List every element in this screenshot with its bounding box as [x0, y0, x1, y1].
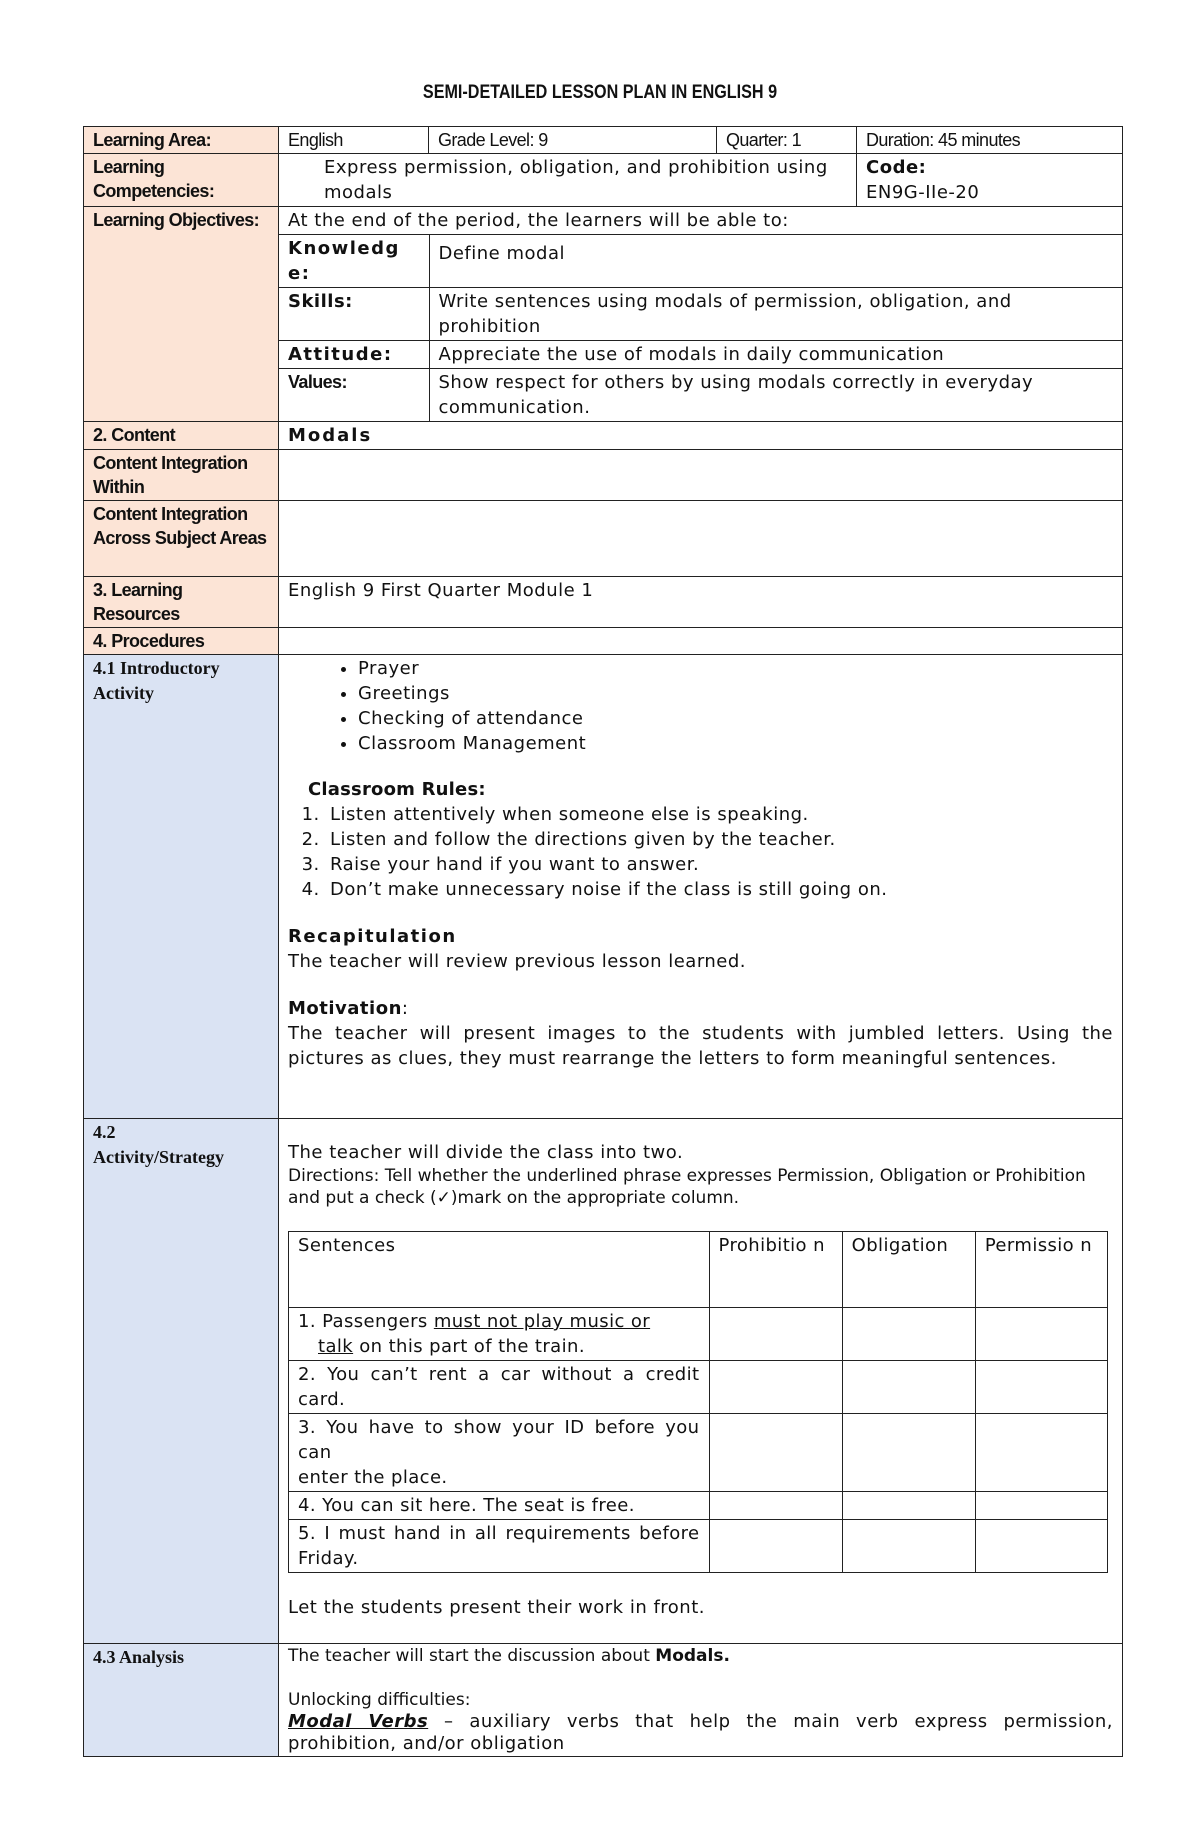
list-item: • Classroom Management — [358, 731, 1113, 756]
opening-routine-list — [288, 656, 1113, 756]
grade-level: Grade Level: 9 — [429, 127, 717, 154]
analysis-cell — [279, 1644, 1123, 1757]
lesson-plan-table — [83, 126, 1123, 1757]
sentence-2: 2. You can’t rent a car without a credit card. — [289, 1361, 710, 1414]
sentence-1-underlined-a: must not play music or — [433, 1311, 651, 1332]
objective-skills-label: Skills: — [279, 288, 429, 341]
sentence-5: 5. I must hand in all requirements before Friday. — [289, 1520, 710, 1573]
learning-area-label: Learning Area: — [84, 127, 279, 154]
activity-directions: Directions: Tell whether the underlined phrase expresses Permission, Obligation or Prohibition and put a check (✓)mark on the appropriate column. — [288, 1166, 1086, 1208]
list-item: • Checking of attendance — [358, 706, 1113, 731]
check-cell[interactable] — [842, 1414, 975, 1492]
objective-values-label: Values: — [279, 369, 429, 422]
column-header-obligation: Obligation — [842, 1232, 975, 1308]
duration: Duration: 45 minutes — [857, 127, 1123, 154]
content-value: Modals — [279, 422, 1123, 450]
table-row — [289, 1492, 1108, 1520]
check-cell[interactable] — [709, 1308, 842, 1361]
objective-skills-value: Write sentences using modals of permission, obligation, and prohibition — [429, 288, 1122, 341]
column-header-sentences: Sentences — [289, 1232, 710, 1308]
motivation-text: The teacher will present images to the students with jumbled letters. Using the pictures as clues, they must rearrange the letters to form meaningful sentences. — [288, 1023, 1113, 1069]
competency-code-cell — [857, 154, 1123, 207]
column-header-prohibition: Prohibitio n — [709, 1232, 842, 1308]
check-cell[interactable] — [975, 1414, 1107, 1492]
check-cell[interactable] — [975, 1492, 1107, 1520]
objective-row — [279, 288, 1122, 341]
check-cell[interactable] — [842, 1361, 975, 1414]
activity-label-cell — [84, 1119, 279, 1644]
content-label: 2. Content — [84, 422, 279, 450]
objective-attitude-label: Attitude: — [279, 341, 429, 369]
sentence-3-continued: enter the place. — [298, 1467, 448, 1488]
objective-row — [279, 341, 1122, 369]
integration-within-label: Content Integration Within — [84, 450, 279, 501]
activity-label: Activity/Strategy — [93, 1147, 224, 1167]
classroom-rules-list — [288, 802, 1113, 902]
activity-cell — [279, 1119, 1123, 1644]
list-item: • Greetings — [358, 681, 1113, 706]
table-header-row — [289, 1232, 1108, 1308]
modal-verbs-text: – auxiliary verbs that help the main verb express permission, prohibition, and/or obligation — [288, 1711, 1113, 1754]
check-cell[interactable] — [842, 1492, 975, 1520]
objectives-label: Learning Objectives: — [84, 207, 279, 422]
check-cell[interactable] — [975, 1520, 1107, 1573]
activity-intro: The teacher will divide the class into two. — [288, 1142, 684, 1163]
sentence-1-underlined-b: talk — [318, 1336, 354, 1357]
objective-knowledge-value: Define modal — [429, 235, 1122, 288]
sentences-table — [288, 1231, 1108, 1573]
sentence-4: 4. You can sit here. The seat is free. — [289, 1492, 710, 1520]
unlocking-difficulties: Unlocking difficulties: — [288, 1690, 471, 1710]
introductory-label: 4.1 Introductory Activity — [84, 655, 279, 1119]
table-row — [289, 1414, 1108, 1492]
recap-text: The teacher will review previous lesson learned. — [288, 951, 747, 972]
sentence-3: 3. You have to show your ID before you can — [298, 1417, 700, 1463]
objectives-cell — [279, 207, 1123, 422]
check-cell[interactable] — [709, 1492, 842, 1520]
code-label: Code: — [866, 157, 927, 178]
resources-label: 3. Learning Resources — [84, 577, 279, 628]
check-cell[interactable] — [709, 1414, 842, 1492]
introductory-cell — [279, 655, 1123, 1119]
motivation-heading: Motivation — [288, 998, 402, 1019]
check-cell[interactable] — [975, 1361, 1107, 1414]
motivation-heading-line — [288, 996, 1113, 1021]
objectives-intro: At the end of the period, the learners will be able to: — [279, 207, 1122, 235]
check-cell[interactable] — [709, 1520, 842, 1573]
procedures-value — [279, 628, 1123, 655]
quarter: Quarter: 1 — [717, 127, 857, 154]
check-cell[interactable] — [842, 1520, 975, 1573]
objectives-table — [279, 235, 1122, 421]
document-title: SEMI-DETAILED LESSON PLAN IN ENGLISH 9 — [422, 82, 778, 103]
table-row — [289, 1520, 1108, 1573]
resources-value: English 9 First Quarter Module 1 — [279, 577, 1123, 628]
activity-closing: Let the students present their work in front. — [288, 1597, 705, 1618]
check-cell[interactable] — [709, 1361, 842, 1414]
analysis-label: 4.3 Analysis — [84, 1644, 279, 1757]
code-value: EN9G-IIe-20 — [866, 182, 980, 203]
list-item: 2. Listen and follow the directions given by the teacher. — [326, 827, 1113, 852]
list-item: • Prayer — [358, 656, 1113, 681]
competencies-value: Express permission, obligation, and prohibition using modals — [279, 154, 857, 207]
list-item: 1. Listen attentively when someone else is speaking. — [326, 802, 1113, 827]
learning-area-value: English — [279, 127, 429, 154]
integration-across-value — [279, 501, 1123, 577]
list-item: 3. Raise your hand if you want to answer. — [326, 852, 1113, 877]
list-item: 4. Don’t make unnecessary noise if the class is still going on. — [326, 877, 1113, 902]
table-row — [289, 1361, 1108, 1414]
competencies-label: Learning Competencies: — [84, 154, 279, 207]
integration-across-label: Content Integration Across Subject Areas — [84, 501, 279, 577]
integration-within-value — [279, 450, 1123, 501]
procedures-label: 4. Procedures — [84, 628, 279, 655]
objective-values-value: Show respect for others by using modals correctly in everyday communication. — [429, 369, 1122, 422]
objective-attitude-value: Appreciate the use of modals in daily communication — [429, 341, 1122, 369]
table-row — [289, 1308, 1108, 1361]
check-cell[interactable] — [842, 1308, 975, 1361]
analysis-intro-bold: Modals. — [655, 1646, 730, 1666]
motivation-colon: : — [401, 998, 409, 1019]
sentence-1-suffix: on this part of the train. — [353, 1336, 585, 1357]
sentence-1-prefix: 1. Passengers — [298, 1311, 434, 1332]
modal-verbs-definition — [288, 1711, 1113, 1755]
objective-row — [279, 235, 1122, 288]
sentence-1 — [289, 1308, 710, 1361]
modal-verbs-term: Modal Verbs — [288, 1711, 429, 1732]
check-cell[interactable] — [975, 1308, 1107, 1361]
objective-knowledge-label: Knowledg e: — [279, 235, 429, 288]
sentence-3-cell — [289, 1414, 710, 1492]
analysis-intro — [288, 1645, 1113, 1667]
analysis-intro-text: The teacher will start the discussion about — [288, 1646, 656, 1666]
column-header-permission: Permissio n — [975, 1232, 1107, 1308]
rules-heading: Classroom Rules: — [308, 779, 486, 800]
recap-heading: Recapitulation — [288, 926, 457, 947]
activity-number: 4.2 — [93, 1122, 116, 1142]
objective-row — [279, 369, 1122, 422]
